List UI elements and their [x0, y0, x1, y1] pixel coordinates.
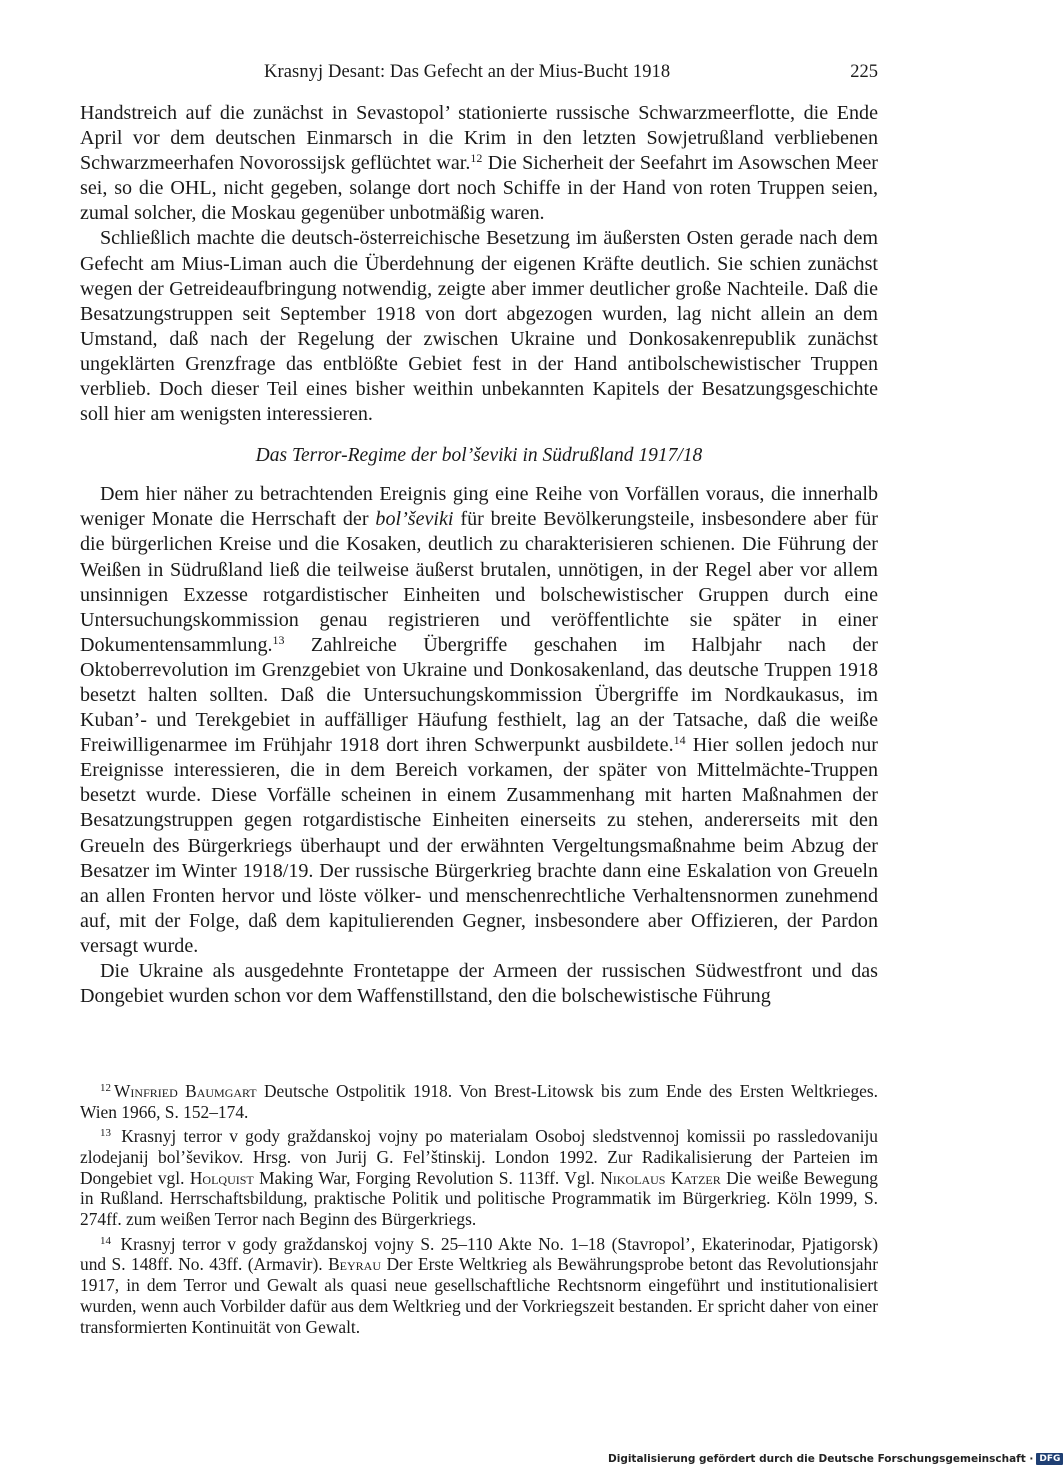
footnote-ref-14[interactable]: 14	[673, 733, 686, 748]
paragraph-text: Die Sicherheit der Seefahrt im Asowschen Meer sei, so die OHL, nicht gegeben, solange dort noch Schiffe in der Hand von roten Truppen seien, zumal solcher, die Moskau gegenüber unbotmäßig waren.	[80, 152, 878, 225]
footnote-14	[80, 1234, 878, 1338]
main-text	[80, 101, 878, 1009]
paragraph-1	[80, 101, 878, 226]
footnote-ref-13[interactable]: 13	[272, 632, 285, 647]
footnotes	[80, 1081, 878, 1341]
funding-notice	[608, 1453, 1061, 1467]
footnote-text: Deutsche Ostpolitik 1918. Von Brest-Litowsk bis zum Ende des Ersten Weltkrieges. Wien 1966, S. 152–174.	[80, 1081, 878, 1122]
footnote-number: 14	[100, 1234, 111, 1247]
author-name: Beyrau	[328, 1254, 382, 1275]
paragraph-4: Die Ukraine als ausgedehnte Frontetappe der Armeen der russischen Südwestfront und das Dongebiet wurden schon vor dem Waffenstillstand, den die bolschewistische Führung	[80, 960, 878, 1008]
italic-term: bol’ševiki	[375, 508, 454, 531]
dfg-logo: DFG	[1036, 1453, 1063, 1465]
footnote-text: Die weiße Bewegung in Rußland. Herrschaftsbildung, praktische Politik und politische Programmatik im Bürgerkrieg. Köln 1999, S. 274ff. zum weißen Terror nach Beginn des Bürgerkriegs.	[80, 1167, 879, 1230]
footnote-text: Krasnyj terror v gody graždanskoj vojny S. 25–110 Akte No. 1–18 (Stavropol’, Ekaterinodar, Pjatigorsk) und S. 148ff. No. 43ff. (Armavir).	[80, 1233, 878, 1275]
footnote-number: 12	[100, 1082, 111, 1094]
page-number: 225	[850, 62, 878, 82]
author-name: Nikolaus Katzer	[600, 1167, 721, 1188]
footnote-number: 13	[100, 1127, 111, 1140]
paragraph-text: Dem hier näher zu betrachtenden Ereignis ging eine Reihe von Vorfällen voraus, die innerhalb weniger Monate die Herrschaft der	[80, 483, 878, 531]
paragraph-text: Handstreich auf die zunächst in Sevastopol’ stationierte russische Schwarzmeerflotte, die Ende April vor dem deutschen Einmarsch in die Krim in den letzten Sowjetrußland verbliebenen Schwarzmeerhafen Novorossijsk geflüchtet war.	[80, 102, 878, 175]
running-header	[80, 62, 878, 88]
section-heading: Das Terror-Regime der bol’ševiki in Südrußland 1917/18	[255, 445, 703, 467]
footnote-13	[80, 1126, 878, 1230]
author-name: Winfried Baumgart	[114, 1081, 257, 1101]
paragraph-text: Zahlreiche Übergriffe geschahen im Halbjahr nach der Oktoberrevolution im Grenzgebiet von Ukraine und Donkosakenland, das deutsche Truppen 1918 besetzt halten sollten. Daß die Untersuchungskommission Übergriffe im Nordkaukasus, im Kuban’- und Terekgebiet in auffälliger Häufung festhielt, lag an der Tatsache, daß die weiße Freiwilligenarmee im Frühjahr 1918 dort ihren Schwerpunkt ausbildete.	[80, 633, 878, 757]
footnote-text: Der Erste Weltkrieg als Bewährungsprobe betont das Revolutionsjahr 1917, in dem Terror und Gewalt als quasi neue gesellschaftliche Rechtsnorm eingeführt und institutionalisiert wurden, wenn auch Vorbilder dafür aus dem Weltkrieg und der Vorkriegszeit bestanden. Er spricht daher von einer transformierten Kontinuität von Gewalt.	[80, 1254, 878, 1337]
paragraph-3	[80, 482, 878, 959]
author-name: Holquist	[189, 1167, 254, 1188]
paragraph-text: für breite Bevölkerungsteile, insbesondere aber für die bürgerlichen Kreise und die Kosaken, deutlich zu charakterisieren schienen. Die Führung der Weißen in Südrußland ließ die teilweise äußerst brutalen, unnötigen, in der Regel aber vor allem unsinnigen Exzesse rotgardistischer Einheiten und bolschewistischer Gruppen durch eine Untersuchungskommission genau registrieren und veröffentlichte sie später in einer Dokumentensammlung.	[80, 508, 878, 656]
footnote-text: Making War, Forging Revolution S. 113ff. Vgl.	[253, 1167, 601, 1188]
running-title: Krasnyj Desant: Das Gefecht an der Mius-Bucht 1918	[264, 62, 671, 82]
paragraph-2: Schließlich machte die deutsch-österreichische Besetzung im äußersten Osten gerade nach dem Gefecht am Mius-Liman auch die Überdehnung der eigenen Kräfte deutlich. Sie schien zunächst wegen der Getreideaufbringung notwendig, zeigte aber immer deutlicher große Nachteile. Daß die Besatzungstruppen seit September 1918 von dort abgezogen wurden, lag nicht allein an dem Umstand, daß nach der Regelung der zwischen Ukraine und Donkosakenrepublik zunächst ungeklärten Grenzfrage das entblößte Gebiet fest in der Hand antibolschewistischer Truppen verblieb. Doch dieser Teil eines bisher weithin unbekannten Kapitels der Besatzungsgeschichte soll hier am wenigsten interessieren.	[80, 227, 878, 426]
footnote-12	[80, 1081, 878, 1123]
paragraph-text: Hier sollen jedoch nur Ereignisse interessieren, die in dem Bereich vorkamen, der später von Mittelmächte-Truppen besetzt wurde. Diese Vorfälle scheinen in einem Zusammenhang mit harten Maßnahmen der Besatzungstruppen gegen rotgardistische Einheiten einerseits zu stehen, andererseits mit den Greueln des Bürgerkriegs überhaupt und der erwähnten Vergeltungsmaßnahme beim Abzug der Besatzer im Winter 1918/19. Der russische Bürgerkrieg brachte dann eine Eskalation von Greueln an allen Fronten hervor und löste völker- und menschenrechtliche Verhaltensnormen zunehmend auf, mit der Folge, daß dem kapitulierenden Gegner, insbesondere aber Offizieren, der Pardon versagt wurde.	[80, 734, 878, 957]
footnote-text: Krasnyj terror v gody graždanskoj vojny po materialam Osoboj sledstvennoj komissii po rassledovaniju zlodejanij bol’ševikov. Hrsg. von Jurij G. Fel’štinskij. London 1992. Zur Radikalisierung der Parteien im Dongebiet vgl.	[80, 1126, 878, 1188]
footnote-ref-12[interactable]: 12	[470, 151, 483, 166]
funding-text: Digitalisierung gefördert durch die Deutsche Forschungsgemeinschaft ·	[608, 1453, 1034, 1465]
